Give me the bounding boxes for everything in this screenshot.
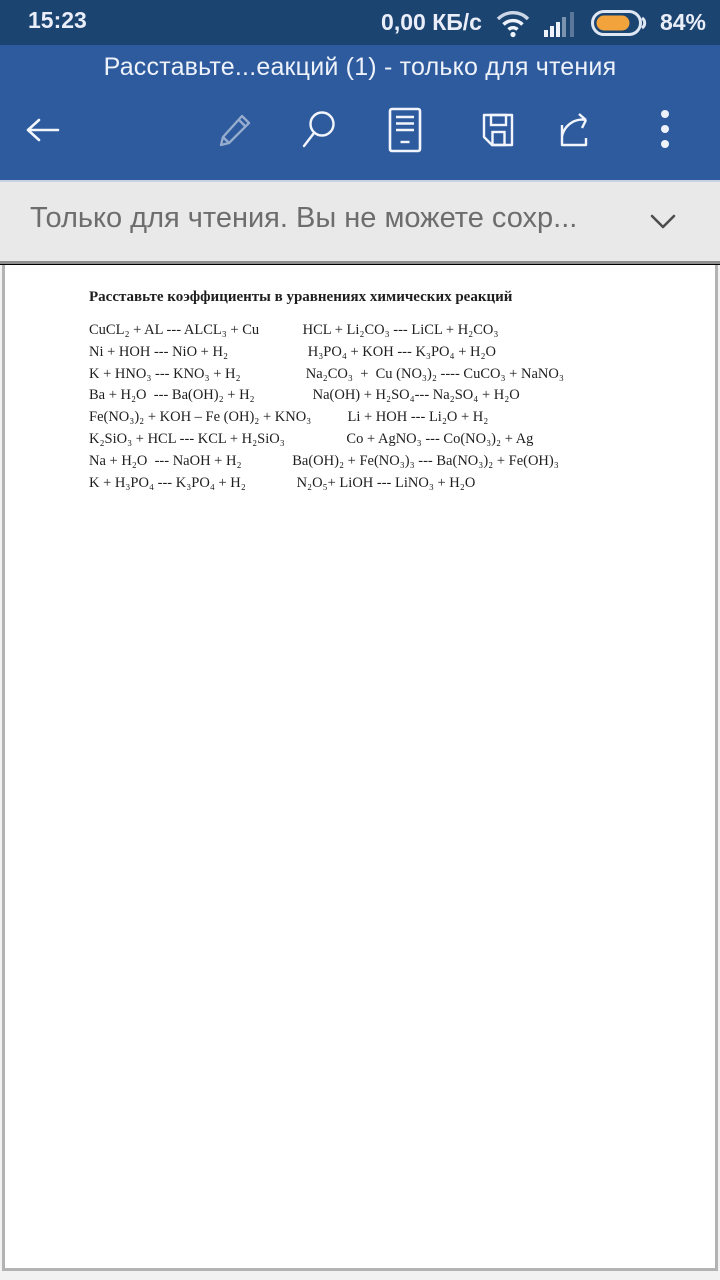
app-bar: [0, 45, 720, 180]
overflow-menu-button[interactable]: [643, 95, 687, 165]
pencil-icon: [216, 111, 254, 149]
mobile-view-icon: [388, 107, 422, 153]
equation-line: K + HNO₃ --- KNO₃ + H₂ Na₂CO₃ + Cu (NO₃)₂ ---- CuCO₃ + NaNO₃: [89, 365, 564, 382]
equation-line: Ni + HOH --- NiO + H₂ H₃PO₄ + KOH --- K₃PO₄ + H₂O: [89, 343, 496, 360]
battery-percent: 84%: [659, 9, 706, 35]
search-icon: [301, 110, 339, 150]
equation-line: K₂SiO₃ + HCL --- KCL + H₂SiO₃ Co + AgNO₃ --- Co(NO₃)₂ + Ag: [89, 430, 534, 447]
document-content: [89, 289, 705, 494]
document-title: Расставьте...еакций (1) - только для чтения: [103, 53, 617, 81]
back-button[interactable]: [20, 95, 64, 165]
wifi-icon: [495, 8, 531, 38]
read-only-message: Только для чтения. Вы не можете сохр...: [30, 202, 578, 234]
back-arrow-icon: [22, 112, 62, 148]
document-page: [2, 265, 718, 1271]
document-heading: Расставьте коэффициенты в уравнениях химических реакций: [89, 289, 513, 305]
share-icon: [555, 111, 597, 149]
document-canvas[interactable]: [0, 265, 720, 1280]
network-speed: 0,00 КБ/с: [381, 9, 482, 35]
mobile-view-button[interactable]: [383, 95, 427, 165]
read-only-banner[interactable]: [0, 180, 720, 264]
battery-icon: [591, 9, 647, 37]
equation-line: CuCL₂ + AL --- ALCL₃ + Cu HCL + Li₂CO₃ --- LiCL + H₂CO₃: [89, 322, 499, 338]
status-right-cluster: [381, 0, 706, 45]
edit-button[interactable]: [213, 95, 257, 165]
save-button[interactable]: [476, 95, 520, 165]
share-button[interactable]: [554, 95, 598, 165]
equation-line: Na + H₂O --- NaOH + H₂ Ba(OH)₂ + Fe(NO₃)₃ --- Ba(NO₃)₂ + Fe(OH)₃: [89, 452, 559, 469]
cellular-signal-icon: [544, 9, 578, 37]
clock: 15:23: [28, 7, 87, 33]
chevron-down-icon[interactable]: [650, 214, 676, 230]
equation-line: K + H₃PO₄ --- K₃PO₄ + H₂ N₂O₅+ LiOH --- LiNO₃ + H₂O: [89, 474, 476, 491]
equation-line: Fe(NO₃)₂ + KOH – Fe (OH)₂ + KNO₃ Li + HOH --- Li₂O + H₂: [89, 409, 489, 426]
status-bar: [0, 0, 720, 45]
search-button[interactable]: [298, 95, 342, 165]
overflow-dots-icon: [659, 108, 671, 152]
equation-line: Ba + H₂O --- Ba(OH)₂ + H₂ Na(OH) + H₂SO₄--- Na₂SO₄ + H₂O: [89, 387, 520, 404]
save-icon: [479, 111, 517, 149]
